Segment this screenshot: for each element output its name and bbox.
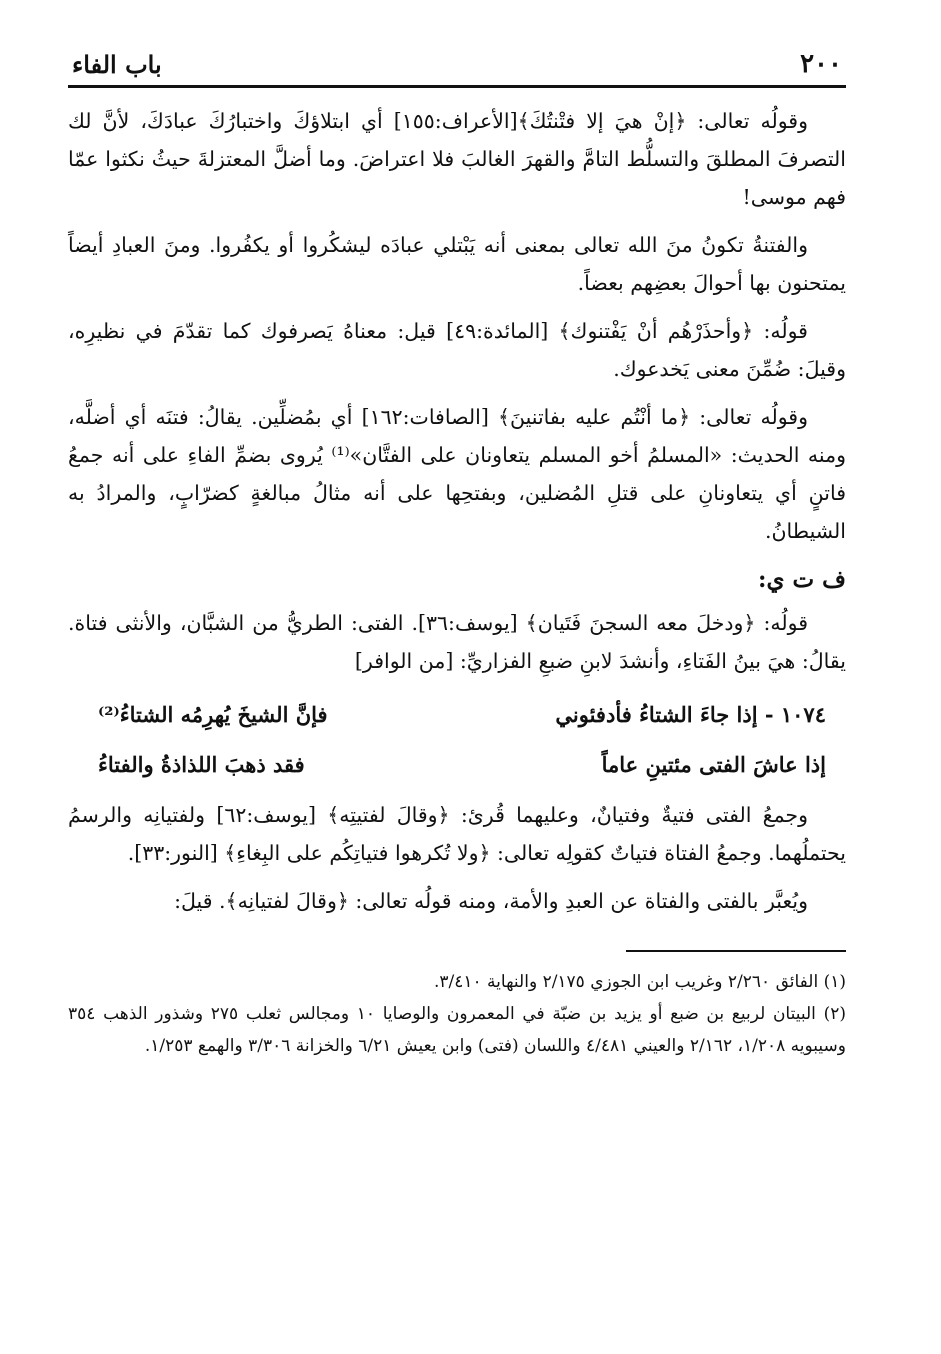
footnote: (١) الفائق ٢/٢٦٠ وغريب ابن الجوزي ٢/١٧٥ والنهاية ٣/٤١٠. (433, 972, 846, 992)
footnote: (٢) البيتان لربيع بن ضبع أو يزيد بن ضبّة في المعمرون والوصايا ١٠ ومجالس ثعلب ٢٧٥ وشذور الذهب ٣٥٤ وسيبويه ١/٢٠٨، ٢/١٦٢ والعيني ٤/٤٨١ واللسان (فتى) وابن يعيش ٦/٢١ والخزانة ٣/٣٠٦ والهمع ١/٢٥٣. (68, 1004, 846, 1056)
verse-hemistich: فقد ذهبَ اللذاذةُ والفتاءُ (98, 752, 305, 777)
verse-hemistich: فإنَّ الشيخَ يُهرِمُه الشتاءُ⁽²⁾ (98, 702, 328, 727)
verse-hemistich: ١٠٧٤ - إذا جاءَ الشتاءُ فأدفئوني (555, 702, 826, 727)
document-page (68, 40, 846, 1062)
paragraph: وقولُه تعالى: ﴿إنْ هيَ إلا فتْنتُكَ﴾[الأعراف:١٥٥] أي ابتلاؤكَ واختبارُكَ عبادَكَ، لأنَّ لك التصرفَ المطلقَ والتسلُّط التامَّ والقهرَ الغالبَ فلا اعتراضَ. وما أضلَّ المعتزلةَ حيثُ نكثوا عمّا فهم موسى! (68, 109, 846, 209)
footnote-divider (626, 950, 846, 952)
paragraph: قولُه: ﴿ودخلَ معه السجنَ فَتَيان﴾ [يوسف:٣٦]. الفتى: الطريُّ من الشبَّان، والأنثى فتاة. يقالُ: هيَ بينُ الفَتاءِ، وأنشدَ لابنِ ضبعِ الفزاريِّ: [من الوافر] (68, 611, 846, 673)
paragraph: وجمعُ الفتى فتيةٌ وفتيانٌ، وعليهما قُرئ: ﴿وقالَ لفتيتِه﴾ [يوسف:٦٢] ولفتيانِه والرسمُ يحتملُهما. وجمعُ الفتاة فتياتٌ كقولِه تعالى: ﴿ولا تُكرهوا فتياتِكُم على البِغاءِ﴾ [النور:٣٣]. (68, 803, 846, 865)
verse-line (68, 740, 846, 790)
paragraph: وقولُه تعالى: ﴿ما أنْتُم عليه بفاتنينَ﴾ [الصافات:١٦٢] أي بمُضلِّين. يقالُ: فتنَه أي أضلَّه، ومنه الحديث: «المسلمُ أخو المسلم يتعاونان على الفتَّان»⁽¹⁾ يُروى بضمِّ الفاءِ على أنه جمعُ فاتنٍ أي يتعاونانِ على قتلِ المُضلين، وبفتحِها على أنه مثالُ مبالغةٍ كضرّابٍ، والمرادُ به الشيطانُ. (68, 405, 846, 543)
verse-line (68, 690, 846, 740)
poetry-verse (68, 690, 846, 790)
page-number: ٢٠٠ (800, 49, 842, 79)
verse-hemistich: إذا عاشَ الفتى مئتينِ عاماً (601, 752, 826, 777)
chapter-title: باب الفاء (72, 50, 162, 79)
root-heading: ف ت ي: (757, 566, 846, 593)
page-header (68, 40, 846, 88)
page-body (68, 102, 846, 1062)
paragraph: قولُه: ﴿وأحذَرْهُم أنْ يَفْتنوك﴾ [المائدة:٤٩] قيل: معناهُ يَصرفوك كما تقدّمَ في نظيرِه، وقيلَ: ضُمِّنَ معنى يَخدعوك. (68, 319, 846, 381)
paragraph: والفتنةُ تكونُ منَ الله تعالى بمعنى أنه يَبْتلي عبادَه ليشكُروا أو يكفُروا. ومنَ العبادِ أيضاً يمتحنون بها أحوالَ بعضِهم بعضاً. (68, 233, 846, 295)
paragraph: ويُعبَّر بالفتى والفتاة عن العبدِ والأمة، ومنه قولُه تعالى: ﴿وقالَ لفتيانِه﴾. قيلَ: (174, 889, 808, 913)
